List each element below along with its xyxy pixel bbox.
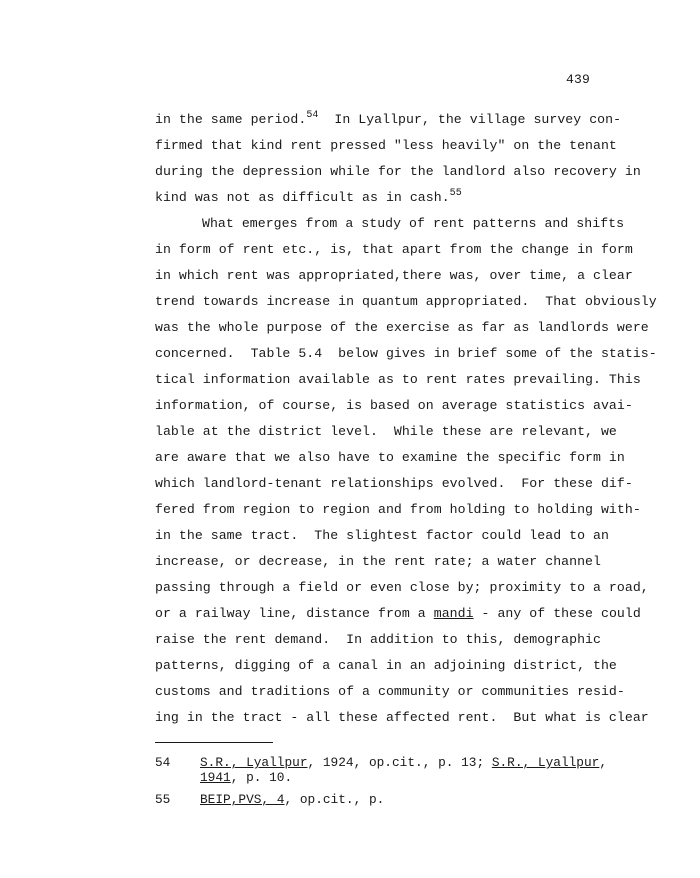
text-run: , p. 10.	[230, 770, 293, 785]
text-run: or a railway line, distance from a	[155, 606, 434, 621]
text-run: raise the rent demand. In addition to this, demographic	[155, 632, 601, 647]
text-line	[155, 445, 685, 471]
underlined-text: 1941	[200, 770, 231, 785]
text-line	[155, 471, 685, 497]
text-run: during the depression while for the landlord also recovery in	[155, 164, 641, 179]
text-run: tical information available as to rent rates prevailing. This	[155, 372, 641, 387]
text-run: in the same tract. The slightest factor could lead to an	[155, 528, 609, 543]
underlined-text: BEIP,PVS, 4	[200, 792, 285, 807]
text-line	[155, 211, 685, 237]
text-line	[155, 601, 685, 627]
text-line	[155, 237, 685, 263]
text-run: customs and traditions of a community or communities resid-	[155, 684, 625, 699]
text-run: , op.cit., p.	[284, 792, 385, 807]
footnote-number: 55	[155, 792, 171, 807]
footnote-number: 54	[155, 755, 171, 770]
text-run: In Lyallpur, the village survey con-	[318, 112, 622, 127]
text-run: are aware that we also have to examine the specific form in	[155, 450, 625, 465]
text-run: in the same period.	[155, 112, 307, 127]
text-run: What emerges from a study of rent patterns and shifts	[202, 216, 625, 231]
underlined-text: S.R., Lyallpur	[491, 755, 600, 770]
text-run: fered from region to region and from holding to holding with-	[155, 502, 641, 517]
text-line	[155, 523, 685, 549]
text-line	[155, 497, 685, 523]
text-line	[155, 367, 685, 393]
text-run: - any of these could	[473, 606, 641, 621]
text-run: , 1924, op.cit., p. 13;	[307, 755, 492, 770]
text-run: in form of rent etc., is, that apart from the change in form	[155, 242, 633, 257]
text-line	[155, 133, 685, 159]
text-line	[155, 289, 685, 315]
text-run: trend towards increase in quantum appropriated. That obviously	[155, 294, 657, 309]
text-line	[155, 393, 685, 419]
text-line	[155, 185, 685, 211]
text-run: which landlord-tenant relationships evolved. For these dif-	[155, 476, 633, 491]
footnote-line	[200, 770, 607, 785]
text-line	[155, 705, 685, 731]
text-line	[155, 419, 685, 445]
footnote-separator	[155, 742, 273, 743]
footnote-text	[200, 792, 384, 807]
footnote-line	[200, 792, 384, 807]
page-number: 439	[566, 72, 591, 87]
text-line	[155, 627, 685, 653]
body-paragraphs	[155, 107, 685, 731]
text-line	[155, 653, 685, 679]
text-run: information, of course, is based on average statistics avai-	[155, 398, 633, 413]
underlined-text: mandi	[433, 606, 474, 621]
text-line	[155, 263, 685, 289]
footnote-reference: 54	[306, 110, 319, 121]
text-line	[155, 575, 685, 601]
underlined-text: S.R., Lyallpur	[200, 755, 308, 770]
text-line	[155, 679, 685, 705]
text-run: passing through a field or even close by; proximity to a road,	[155, 580, 649, 595]
text-run: patterns, digging of a canal in an adjoining district, the	[155, 658, 617, 673]
footnote-line	[200, 755, 607, 770]
text-run: in which rent was appropriated,there was, over time, a clear	[155, 268, 633, 283]
text-run: ing in the tract - all these affected rent. But what is clear	[155, 710, 649, 725]
text-run: ,	[599, 755, 608, 770]
text-run: increase, or decrease, in the rent rate; a water channel	[155, 554, 601, 569]
text-line	[155, 549, 685, 575]
text-run: concerned. Table 5.4 below gives in brief some of the statis-	[155, 346, 657, 361]
text-line	[155, 107, 685, 133]
text-line	[155, 341, 685, 367]
text-run: kind was not as difficult as in cash.	[155, 190, 450, 205]
footnote-text	[200, 755, 607, 785]
text-line	[155, 315, 685, 341]
text-line	[155, 159, 685, 185]
text-run: firmed that kind rent pressed "less heavily" on the tenant	[155, 138, 617, 153]
text-run: lable at the district level. While these are relevant, we	[155, 424, 617, 439]
footnote-reference: 55	[449, 188, 462, 199]
text-run: was the whole purpose of the exercise as far as landlords were	[155, 320, 649, 335]
